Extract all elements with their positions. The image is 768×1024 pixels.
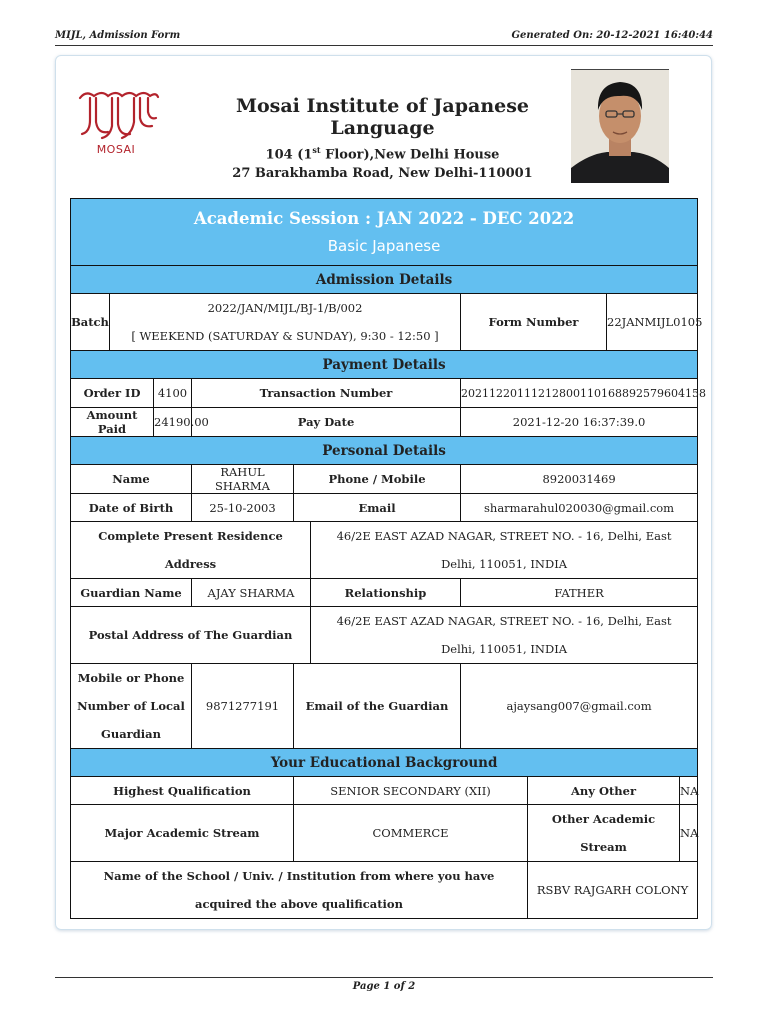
- major-stream-label: Major Academic Stream: [71, 805, 294, 862]
- name-value: RAHUL SHARMA: [192, 465, 294, 494]
- highest-qualification-value: SENIOR SECONDARY (XII): [294, 777, 528, 805]
- course-name: Basic Japanese: [327, 237, 441, 255]
- form-number-value: 22JANMIJL0105: [607, 294, 698, 351]
- amount-paid-value: 24190.00: [154, 408, 192, 437]
- page-number: Page 1 of 2: [352, 981, 416, 992]
- applicant-photo: [571, 69, 669, 183]
- section-payment-details: Payment Details: [71, 351, 698, 379]
- transaction-number-label: Transaction Number: [192, 379, 461, 408]
- section-personal-details: Personal Details: [71, 437, 698, 465]
- relationship-label: Relationship: [311, 579, 461, 607]
- logo-wordmark: MOSAI: [96, 143, 136, 156]
- other-stream-value: NA: [680, 805, 698, 862]
- institute-name: Mosai Institute of Japanese Language: [235, 95, 530, 139]
- other-stream-label: Other Academic Stream: [528, 805, 680, 862]
- guardian-email-label: Email of the Guardian: [294, 664, 461, 749]
- email-value: sharmarahul020030@gmail.com: [461, 494, 698, 522]
- school-name-label: Name of the School / Univ. / Institution from where you have acquired the above qualification: [71, 862, 528, 919]
- residence-address-label: Complete Present Residence Address: [71, 522, 311, 579]
- batch-value: [110, 294, 461, 351]
- relationship-value: FATHER: [461, 579, 698, 607]
- guardian-name-label: Guardian Name: [71, 579, 192, 607]
- batch-code: 2022/JAN/MIJL/BJ-1/B/002: [207, 301, 363, 315]
- admission-form-table: [70, 198, 706, 919]
- form-number-label: Form Number: [461, 294, 607, 351]
- dob-value: 25-10-2003: [192, 494, 294, 522]
- major-stream-value: COMMERCE: [294, 805, 528, 862]
- transaction-number-value: 20211220111212800110168892579604158: [461, 379, 698, 408]
- section-educational-background: Your Educational Background: [71, 749, 698, 777]
- local-guardian-phone-value: 9871277191: [192, 664, 294, 749]
- pay-date-value: 2021-12-20 16:37:39.0: [461, 408, 698, 437]
- header-divider: [55, 45, 713, 46]
- mosai-logo-mark-icon: [76, 88, 160, 144]
- footer-divider: [55, 977, 713, 978]
- order-id-label: Order ID: [71, 379, 154, 408]
- name-label: Name: [71, 465, 192, 494]
- amount-paid-label: Amount Paid: [71, 408, 154, 437]
- any-other-value: NA: [680, 777, 698, 805]
- session-title: Academic Session : JAN 2022 - DEC 2022: [193, 209, 575, 228]
- local-guardian-phone-label: Mobile or Phone Number of Local Guardian: [71, 664, 192, 749]
- session-banner: [71, 199, 698, 266]
- guardian-address-label: Postal Address of The Guardian: [71, 607, 311, 664]
- doc-generated-timestamp: Generated On: 20-12-2021 16:40:44: [511, 30, 713, 41]
- dob-label: Date of Birth: [71, 494, 192, 522]
- phone-value: 8920031469: [461, 465, 698, 494]
- order-id-value: 4100: [154, 379, 192, 408]
- guardian-name-value: AJAY SHARMA: [192, 579, 311, 607]
- guardian-address-value: 46/2E EAST AZAD NAGAR, STREET NO. - 16, Delhi, East Delhi, 110051, INDIA: [311, 607, 698, 664]
- section-admission-details: Admission Details: [71, 266, 698, 294]
- phone-label: Phone / Mobile: [294, 465, 461, 494]
- doc-header-title: MIJL, Admission Form: [55, 30, 181, 41]
- institute-address-line1: 104 (1st Floor),New Delhi House: [265, 145, 500, 163]
- institute-address-line2: 27 Barakhamba Road, New Delhi-110001: [232, 166, 533, 182]
- pay-date-label: Pay Date: [192, 408, 461, 437]
- institute-block: [195, 95, 570, 182]
- batch-label: Batch: [71, 294, 110, 351]
- residence-address-value: 46/2E EAST AZAD NAGAR, STREET NO. - 16, Delhi, East Delhi, 110051, INDIA: [311, 522, 698, 579]
- any-other-label: Any Other: [528, 777, 680, 805]
- highest-qualification-label: Highest Qualification: [71, 777, 294, 805]
- school-name-value: RSBV RAJGARH COLONY: [528, 862, 698, 919]
- mosai-logo: [76, 88, 160, 160]
- batch-schedule: [ WEEKEND (SATURDAY & SUNDAY), 9:30 - 12:50 ]: [131, 329, 439, 343]
- guardian-email-value: ajaysang007@gmail.com: [461, 664, 698, 749]
- email-label: Email: [294, 494, 461, 522]
